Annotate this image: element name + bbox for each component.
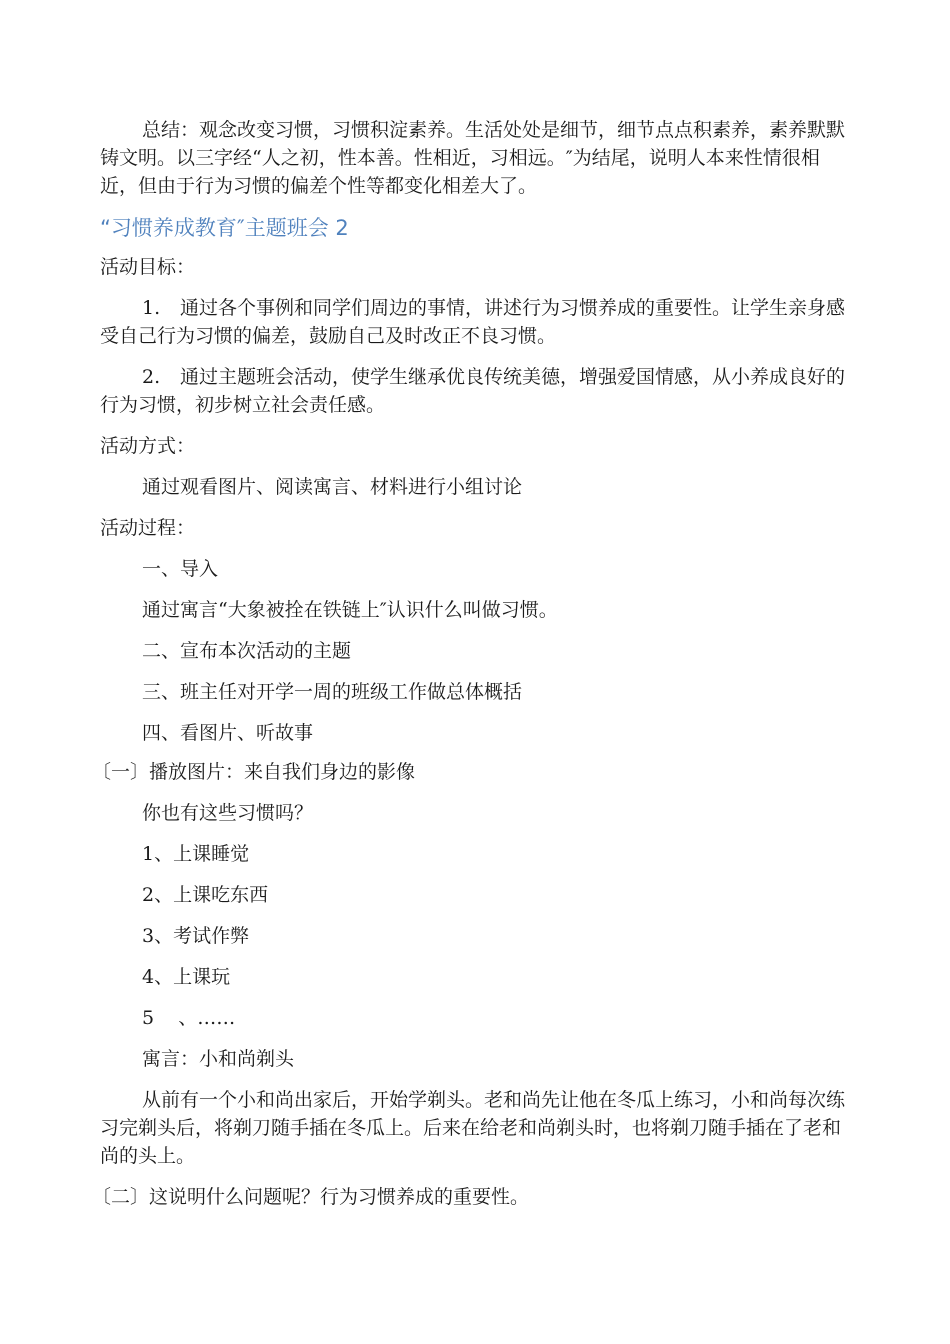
fable-text: 从前有一个小和尚出家后，开始学剃头。老和尚先让他在冬瓜上练习，小和尚每次练习完剃头后，将剃刀随手插在冬瓜上。后来在给老和尚剃头时，也将剃刀随手插在了老和尚的头上。 <box>100 1089 846 1167</box>
list-item: 1、上课睡觉 <box>142 843 250 865</box>
step-announce-theme: 二、宣布本次活动的主题 <box>142 640 352 662</box>
step-intro: 一、导入 <box>142 558 219 580</box>
fable-title: 寓言：小和尚剃头 <box>142 1048 295 1070</box>
list-item: 3、考试作弊 <box>142 925 250 947</box>
method-text: 通过观看图片、阅读寓言、材料进行小组讨论 <box>142 476 523 498</box>
step-pictures-stories: 四、看图片、听故事 <box>142 722 314 744</box>
goal-text: 通过主题班会活动，使学生继承优良传统美德，增强爱国情感，从小养成良好的行为习惯，初步树立社会责任感。 <box>100 366 846 416</box>
goal-text: 通过各个事例和同学们周边的事情，讲述行为习惯养成的重要性。让学生亲身感受自己行为习惯的偏差，鼓励自己及时改正不良习惯。 <box>100 297 846 347</box>
goal-item-2 <box>100 363 852 419</box>
list-item: 2、上课吃东西 <box>142 884 269 906</box>
goal-item-1 <box>100 294 852 350</box>
document-page <box>92 116 852 1211</box>
habit-question: 你也有这些习惯吗？ <box>142 802 314 824</box>
goal-number: 2. <box>142 366 161 388</box>
goal-label: 活动目标： <box>100 256 196 278</box>
list-item: 5 、…… <box>142 1007 236 1029</box>
section-heading: “习惯养成教育″主题班会 2 <box>100 216 349 240</box>
subsection-1: 〔一〕播放图片：来自我们身边的影像 <box>92 761 416 783</box>
list-item: 4、上课玩 <box>142 966 231 988</box>
method-label: 活动方式： <box>100 435 196 457</box>
goal-number: 1. <box>142 297 161 319</box>
process-label: 活动过程： <box>100 517 196 539</box>
summary-paragraph: 总结：观念改变习惯，习惯积淀素养。生活处处是细节，细节点点积素养，素养默默铸文明。以三字经“人之初，性本善。性相近，习相远。″为结尾，说明人本来性情很相近，但由于行为习惯的偏差个性等都变化相差大了。 <box>100 119 846 197</box>
step-teacher-summary: 三、班主任对开学一周的班级工作做总体概括 <box>142 681 523 703</box>
step-intro-text: 通过寓言“大象被拴在铁链上″认识什么叫做习惯。 <box>142 599 558 621</box>
subsection-2: 〔二〕这说明什么问题呢？行为习惯养成的重要性。 <box>92 1186 530 1208</box>
